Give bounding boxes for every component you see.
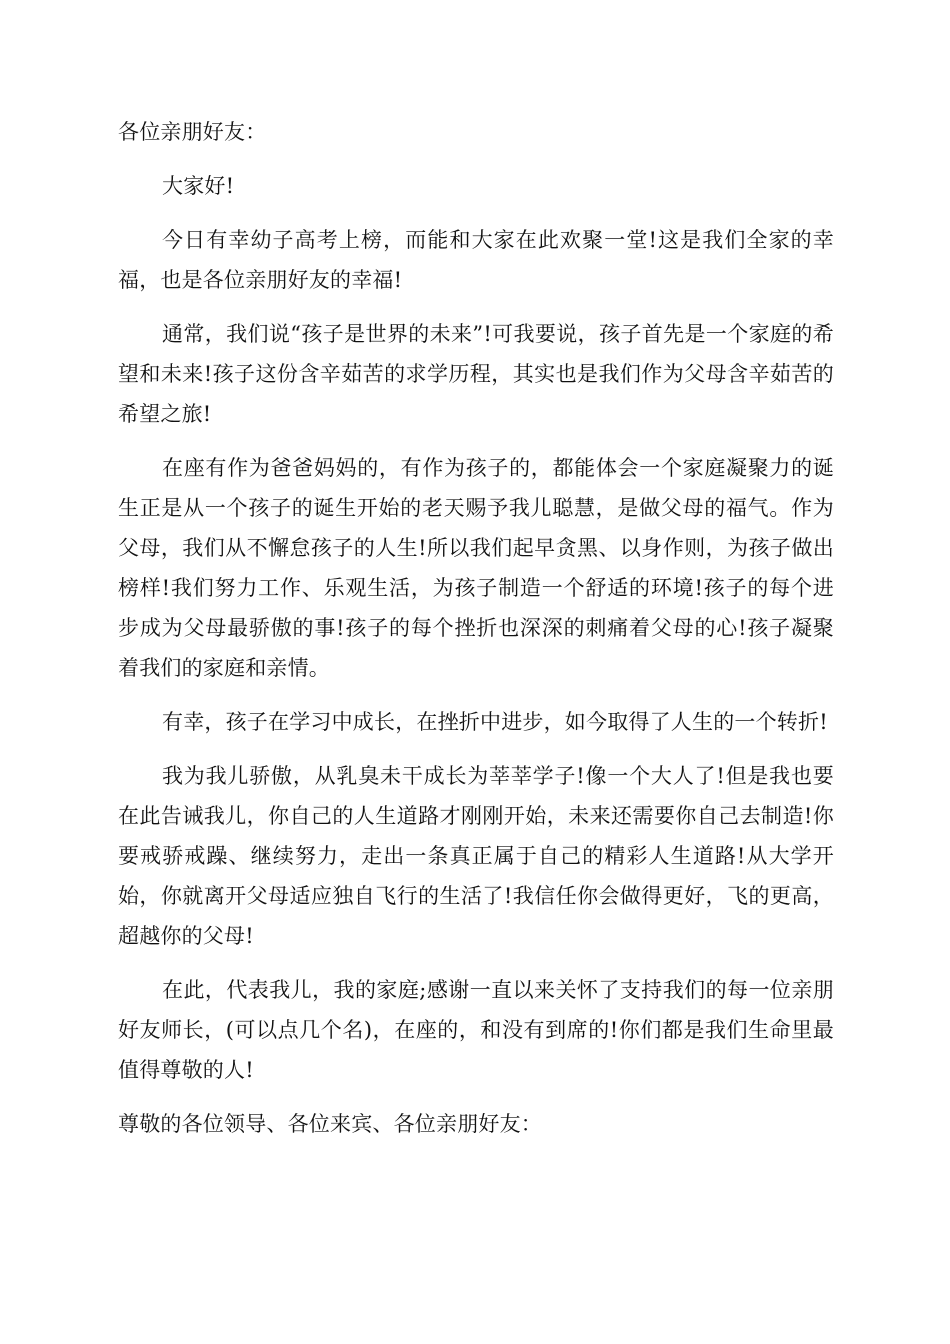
second-salutation-paragraph: 尊敬的各位领导、各位来宾、各位亲朋好友： bbox=[118, 1112, 542, 1136]
body-paragraph: 我为我儿骄傲，从乳臭未干成长为莘莘学子!像一个大人了!但是我也要在此告诫我儿，你自己的人生道路才刚刚开始，未来还需要你自己去制造!你要戒骄戒躁、继续努力，走出一条真正属于自己的精彩人生道路!从大学开始，你就离开父母适应独自飞行的生活了!我信任你会做得更好，飞的更高，超越你的父母! bbox=[118, 764, 834, 948]
document-body bbox=[118, 112, 834, 1158]
body-paragraph: 今日有幸幼子高考上榜，而能和大家在此欢聚一堂!这是我们全家的幸福，也是各位亲朋好友的幸福! bbox=[118, 228, 834, 292]
salutation-paragraph: 各位亲朋好友： bbox=[118, 120, 267, 144]
greeting-paragraph: 大家好! bbox=[162, 174, 235, 198]
body-paragraph: 通常，我们说“孩子是世界的未来”!可我要说，孩子首先是一个家庭的希望和未来!孩子这份含辛茹苦的求学历程，其实也是我们作为父母含辛茹苦的希望之旅! bbox=[118, 322, 834, 426]
body-paragraph: 有幸，孩子在学习中成长，在挫折中进步，如今取得了人生的一个转折! bbox=[162, 710, 828, 734]
body-paragraph: 在座有作为爸爸妈妈的，有作为孩子的，都能体会一个家庭凝聚力的诞生正是从一个孩子的诞生开始的老天赐予我儿聪慧，是做父母的福气。作为父母，我们从不懈怠孩子的人生!所以我们起早贪黑、以身作则，为孩子做出榜样!我们努力工作、乐观生活，为孩子制造一个舒适的环境!孩子的每个进步成为父母最骄傲的事!孩子的每个挫折也深深的刺痛着父母的心!孩子凝聚着我们的家庭和亲情。 bbox=[118, 456, 834, 680]
body-paragraph: 在此，代表我儿，我的家庭;感谢一直以来关怀了支持我们的每一位亲朋好友师长，(可以点几个名)，在座的，和没有到席的!你们都是我们生命里最值得尊敬的人! bbox=[118, 978, 834, 1082]
